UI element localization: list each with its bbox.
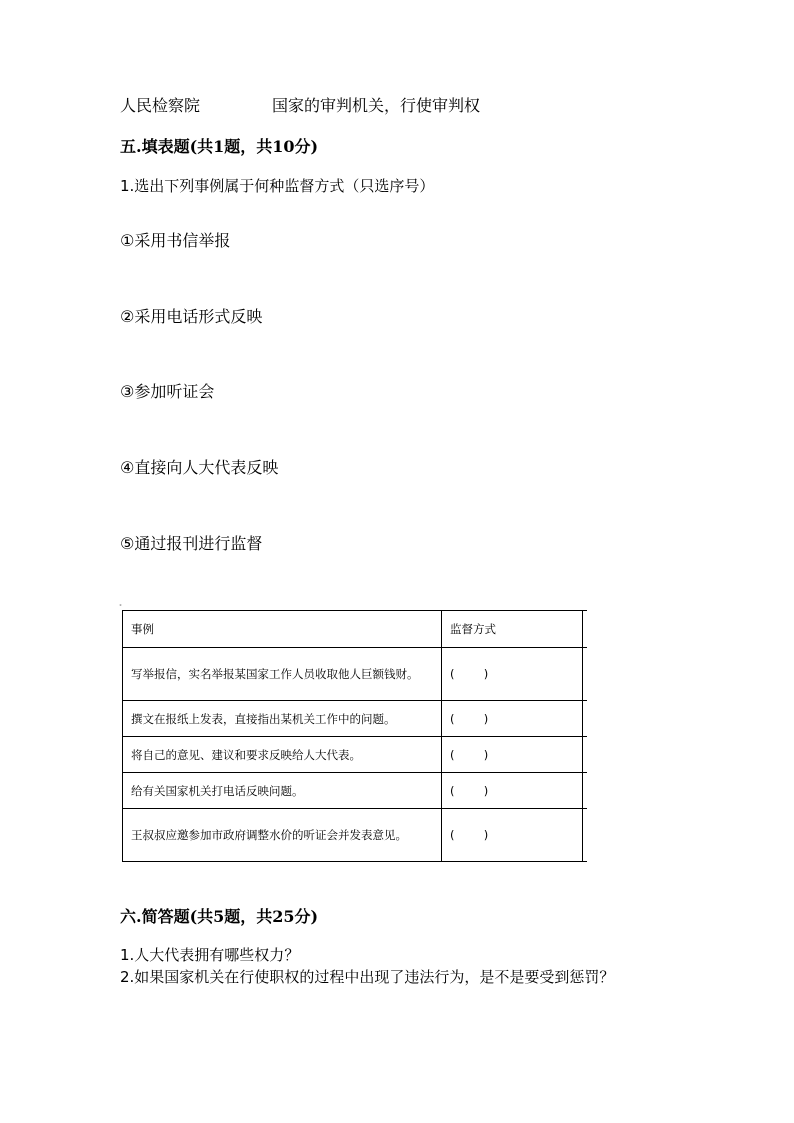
table-cell-answer[interactable]: ( ) [442, 737, 583, 773]
table-anchor-mark: ˚ [119, 605, 122, 612]
table-cell-answer[interactable]: ( ) [442, 809, 583, 862]
section-five-question: 1.选出下列事例属于何种监督方式（只选序号） [120, 177, 435, 195]
short-answer-question: 1.人大代表拥有哪些权力？ [120, 946, 300, 964]
table-cell-case: 撰文在报纸上发表，直接指出某机关工作中的问题。 [123, 701, 442, 737]
table-spacer-cell [583, 611, 588, 648]
table-row [123, 701, 588, 737]
table-row [123, 737, 588, 773]
table-cell-case: 写举报信，实名举报某国家工作人员收取他人巨额钱财。 [123, 648, 442, 701]
table-cell-case: 王叔叔应邀参加市政府调整水价的听证会并发表意见。 [123, 809, 442, 862]
table-cell-answer[interactable]: ( ) [442, 701, 583, 737]
table-spacer-cell [583, 773, 588, 809]
table-cell-case: 将自己的意见、建议和要求反映给人大代表。 [123, 737, 442, 773]
table-spacer-cell [583, 701, 588, 737]
table-spacer-cell [583, 809, 588, 862]
option-item: ⑤通过报刊进行监督 [120, 534, 263, 553]
option-item: ②采用电话形式反映 [120, 307, 263, 326]
answer-line-left: 人民检察院 [120, 96, 201, 115]
option-item: ①采用书信举报 [120, 231, 231, 250]
table-spacer-cell [583, 737, 588, 773]
short-answer-question: 2.如果国家机关在行使职权的过程中出现了违法行为，是不是要受到惩罚？ [120, 968, 615, 986]
table-cell-answer[interactable]: ( ) [442, 773, 583, 809]
option-item: ④直接向人大代表反映 [120, 458, 279, 477]
table-row [123, 648, 588, 701]
section-six-heading: 六.简答题(共5题，共25分) [120, 907, 319, 926]
table-row [123, 809, 588, 862]
supervision-table [122, 610, 587, 862]
header-method: 监督方式 [442, 611, 583, 648]
table-row [123, 773, 588, 809]
header-case: 事例 [123, 611, 442, 648]
table-header-row [123, 611, 588, 648]
option-item: ③参加听证会 [120, 382, 215, 401]
table-cell-case: 给有关国家机关打电话反映问题。 [123, 773, 442, 809]
table-spacer-cell [583, 648, 588, 701]
section-five-heading: 五.填表题(共1题，共10分) [120, 137, 319, 156]
table-cell-answer[interactable]: ( ) [442, 648, 583, 701]
answer-line-right: 国家的审判机关，行使审判权 [272, 96, 481, 115]
